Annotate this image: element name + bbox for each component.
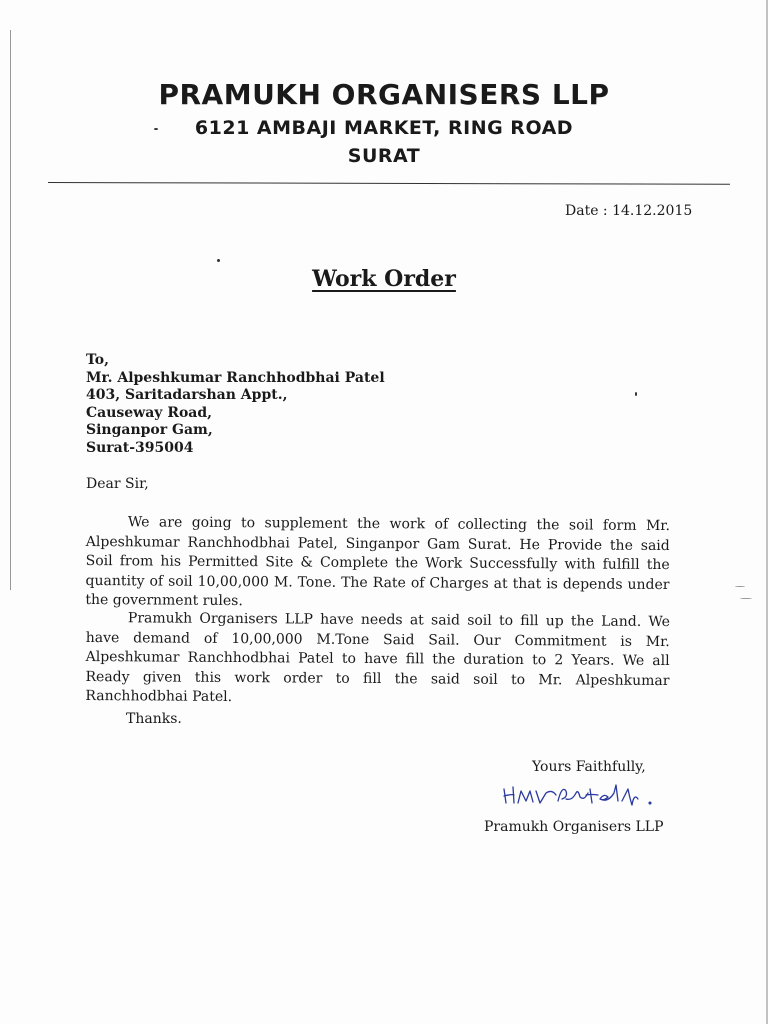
body-paragraph: We are going to supplement the work of collecting the soil form Mr. Alpeshkumar Ranchhodbhai Patel, Singanpor Gam Surat. He Provide the said Soil from his Permitted Site & Complete the Work Successfully with fulfill the quantity of soil 10,00,000 M. Tone. The Rate of Charges at that is depends under the government rules.	[85, 514, 670, 610]
thanks-line: Thanks.	[126, 711, 182, 727]
scan-speck	[735, 586, 745, 587]
signer-name: Pramukh Organisers LLP	[484, 819, 664, 835]
recipient-line: Causeway Road,	[86, 404, 213, 421]
recipient-line: Surat-395004	[86, 439, 194, 456]
scan-speck	[635, 392, 637, 396]
scan-edge-left	[10, 30, 11, 590]
company-city: SURAT	[347, 145, 421, 167]
scan-speck	[740, 598, 752, 599]
salutation: Dear Sir,	[86, 476, 149, 492]
recipient-to: To,	[86, 352, 110, 368]
recipient-line: 403, Saritadarshan Appt.,	[86, 387, 288, 403]
closing-line: Yours Faithfully,	[532, 759, 646, 775]
scan-speck	[154, 128, 158, 130]
document-title: Work Order	[312, 266, 456, 292]
letter-date: Date : 14.12.2015	[565, 203, 693, 219]
body-paragraph: Pramukh Organisers LLP have needs at said soil to fill up the Land. We have demand of 10,00,000 M.Tone Said Sail. Our Commitment is Mr. Alpeshkumar Ranchhodbhai Patel to have fill the duration to 2 Years. We all Ready given this work order to fill the said soil to Mr. Alpeshkumar Ranchhodbhai Patel.	[85, 610, 670, 706]
recipient-line: Mr. Alpeshkumar Ranchhodbhai Patel	[86, 369, 385, 386]
recipient-address-block	[86, 352, 385, 457]
company-address: 6121 AMBAJI MARKET, RING ROAD	[194, 117, 574, 139]
scan-speck	[217, 259, 220, 262]
handwritten-signature	[500, 779, 660, 809]
company-name: PRAMUKH ORGANISERS LLP	[158, 78, 610, 111]
recipient-line: Singanpor Gam,	[86, 422, 213, 438]
letterhead-divider	[48, 182, 730, 185]
